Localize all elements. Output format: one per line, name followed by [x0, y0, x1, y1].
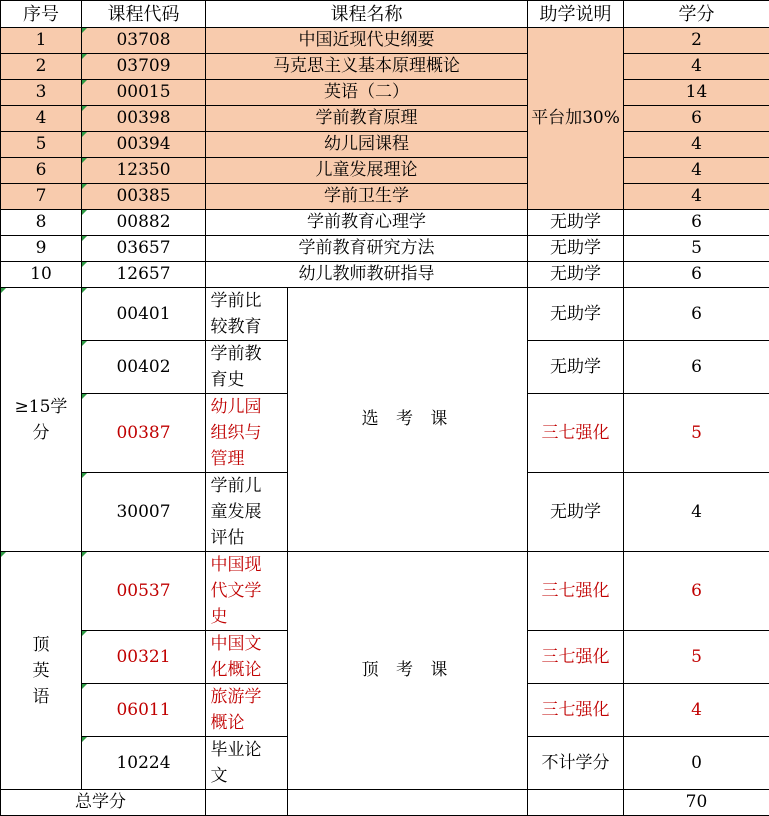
course-code: [82, 631, 206, 684]
course-aid: 无助学: [528, 341, 624, 394]
course-name: 学前卫生学: [206, 184, 528, 210]
cell-marker: [82, 132, 87, 137]
course-credit: 5: [624, 394, 769, 473]
cell-marker: [82, 631, 87, 636]
course-credit: 14: [624, 80, 769, 106]
group-label-line: ≥15学: [1, 394, 81, 420]
course-code: [82, 184, 206, 210]
row-number: 5: [1, 132, 82, 158]
cell-marker: [82, 28, 87, 33]
course-name-line: 学前儿: [211, 473, 283, 499]
course-code-text: 00401: [116, 304, 170, 324]
table-row: [1, 236, 769, 262]
course-name: 学前教育原理: [206, 106, 528, 132]
course-code: [82, 262, 206, 288]
course-aid: 无助学: [528, 236, 624, 262]
course-code: [82, 106, 206, 132]
course-aid: 三七强化: [528, 631, 624, 684]
course-credit: 4: [624, 473, 769, 552]
total-label: 总学分: [1, 790, 206, 816]
course-name: [206, 288, 288, 341]
course-name-line: 中国现: [211, 552, 283, 578]
course-code: [82, 236, 206, 262]
course-name: [206, 341, 288, 394]
course-name-line: 代文学: [211, 578, 283, 604]
row-number: 1: [1, 28, 82, 54]
course-credit: 6: [624, 262, 769, 288]
course-name-lines: [211, 394, 283, 472]
course-code: [82, 210, 206, 236]
course-name-lines: [211, 341, 283, 393]
cell-marker: [82, 394, 87, 399]
course-code-text: 00398: [116, 108, 170, 128]
course-name: 英语（二）: [206, 80, 528, 106]
cell-marker: [82, 54, 87, 59]
course-name: [206, 552, 288, 631]
table-row: [1, 132, 769, 158]
cell-marker: [82, 80, 87, 85]
course-name-line: 概论: [211, 710, 283, 736]
cell-marker: [1, 552, 6, 557]
cell-marker: [82, 236, 87, 241]
course-aid: 无助学: [528, 210, 624, 236]
total-row: [1, 790, 769, 816]
course-code: [82, 28, 206, 54]
cell-marker: [82, 262, 87, 267]
course-code-text: 03708: [116, 30, 170, 50]
cell-marker: [82, 552, 87, 557]
core-aid-note: 平台加30%: [528, 28, 624, 210]
course-credit: 6: [624, 210, 769, 236]
course-name-line: 毕业论: [211, 737, 283, 763]
course-name-line: 文: [211, 763, 283, 789]
course-name: [206, 684, 288, 737]
cell-marker: [82, 737, 87, 742]
course-name: 幼儿园课程: [206, 132, 528, 158]
course-credit: 4: [624, 158, 769, 184]
course-credit: 6: [624, 552, 769, 631]
course-code-text: 00394: [116, 134, 170, 154]
cell-marker: [82, 684, 87, 689]
course-code-text: 00537: [116, 581, 170, 601]
course-credit: 4: [624, 684, 769, 737]
course-code: [82, 473, 206, 552]
course-aid: 无助学: [528, 473, 624, 552]
course-name-lines: [211, 288, 283, 340]
course-aid: 不计学分: [528, 737, 624, 790]
group-label: [1, 288, 82, 552]
course-name: 马克思主义基本原理概论: [206, 54, 528, 80]
exam-category: 选 考 课: [288, 288, 528, 552]
course-code: [82, 737, 206, 790]
course-credit: 6: [624, 341, 769, 394]
header-row: [1, 1, 769, 28]
group-label-line: 语: [1, 684, 81, 710]
course-name-line: 育史: [211, 367, 283, 393]
table-row: [1, 288, 769, 341]
cell-marker: [82, 341, 87, 346]
course-code: [82, 288, 206, 341]
table-row: [1, 552, 769, 631]
course-code: [82, 158, 206, 184]
exam-category: 顶 考 课: [288, 552, 528, 790]
course-name-line: 童发展: [211, 499, 283, 525]
table-row: [1, 106, 769, 132]
course-code-text: 00387: [116, 423, 170, 443]
header-credit: 学分: [624, 1, 769, 28]
header-no: 序号: [1, 1, 82, 28]
course-name-line: 化概论: [211, 657, 283, 683]
course-code-text: 00385: [116, 186, 170, 206]
row-number: 2: [1, 54, 82, 80]
table-row: [1, 184, 769, 210]
course-credit: 0: [624, 737, 769, 790]
course-name-line: 较教育: [211, 314, 283, 340]
total-empty: [206, 790, 288, 816]
cell-marker: [1, 288, 6, 293]
cell-marker: [82, 288, 87, 293]
course-code-text: 03709: [116, 56, 170, 76]
group-label-line: 英: [1, 658, 81, 684]
cell-marker: [82, 184, 87, 189]
table-row: [1, 262, 769, 288]
row-number: 8: [1, 210, 82, 236]
row-number: 4: [1, 106, 82, 132]
course-name: 儿童发展理论: [206, 158, 528, 184]
course-code-text: 12657: [116, 264, 170, 284]
row-number: 6: [1, 158, 82, 184]
course-name-line: 学前比: [211, 288, 283, 314]
course-aid: 三七强化: [528, 684, 624, 737]
course-name-lines: [211, 737, 283, 789]
course-credit: 4: [624, 184, 769, 210]
course-name-line: 旅游学: [211, 684, 283, 710]
course-credit: 6: [624, 106, 769, 132]
table-row: [1, 54, 769, 80]
course-name-line: 幼儿园: [211, 394, 283, 420]
course-aid: 三七强化: [528, 394, 624, 473]
total-empty: [528, 790, 624, 816]
course-name: 中国近现代史纲要: [206, 28, 528, 54]
course-code-text: 00402: [116, 357, 170, 377]
cell-marker: [82, 158, 87, 163]
course-name-line: 学前教: [211, 341, 283, 367]
course-code: [82, 552, 206, 631]
course-credit: 6: [624, 288, 769, 341]
course-name: 学前教育心理学: [206, 210, 528, 236]
cell-marker: [82, 210, 87, 215]
course-name: 幼儿教师教研指导: [206, 262, 528, 288]
course-name-lines: [211, 552, 283, 630]
table-row: [1, 80, 769, 106]
group-label-line: 分: [1, 420, 81, 446]
course-name: [206, 737, 288, 790]
course-name-lines: [211, 473, 283, 551]
course-code-text: 00015: [116, 82, 170, 102]
course-name-lines: [211, 631, 283, 683]
course-credit: 4: [624, 132, 769, 158]
header-name: 课程名称: [206, 1, 528, 28]
total-credit: 70: [624, 790, 769, 816]
course-name: 学前教育研究方法: [206, 236, 528, 262]
group-label: [1, 552, 82, 790]
course-code-text: 10224: [116, 753, 170, 773]
row-number: 9: [1, 236, 82, 262]
row-number: 10: [1, 262, 82, 288]
course-code: [82, 394, 206, 473]
course-code-text: 30007: [116, 502, 170, 522]
course-code: [82, 684, 206, 737]
total-empty: [288, 790, 528, 816]
course-name-line: 组织与: [211, 420, 283, 446]
course-aid: 无助学: [528, 262, 624, 288]
course-code-text: 00882: [116, 212, 170, 232]
course-name: [206, 473, 288, 552]
cell-marker: [82, 473, 87, 478]
course-name: [206, 631, 288, 684]
group-label-line: 顶: [1, 632, 81, 658]
course-code-text: 06011: [116, 700, 170, 720]
course-code: [82, 80, 206, 106]
course-credit: 4: [624, 54, 769, 80]
course-code-text: 03657: [116, 238, 170, 258]
course-aid: 无助学: [528, 288, 624, 341]
course-name-line: 评估: [211, 525, 283, 551]
row-number: 7: [1, 184, 82, 210]
course-credit: 5: [624, 236, 769, 262]
course-name-line: 史: [211, 604, 283, 630]
course-credit: 5: [624, 631, 769, 684]
table-row: [1, 210, 769, 236]
header-code: 课程代码: [82, 1, 206, 28]
course-code: [82, 341, 206, 394]
table-row: [1, 28, 769, 54]
course-credit: 2: [624, 28, 769, 54]
course-code-text: 12350: [116, 160, 170, 180]
course-name: [206, 394, 288, 473]
course-name-line: 管理: [211, 446, 283, 472]
cell-marker: [82, 106, 87, 111]
header-aid: 助学说明: [528, 1, 624, 28]
course-aid: 三七强化: [528, 552, 624, 631]
table-row: [1, 158, 769, 184]
course-code: [82, 54, 206, 80]
course-code-text: 00321: [116, 647, 170, 667]
course-name-line: 中国文: [211, 631, 283, 657]
course-code: [82, 132, 206, 158]
row-number: 3: [1, 80, 82, 106]
course-name-lines: [211, 684, 283, 736]
